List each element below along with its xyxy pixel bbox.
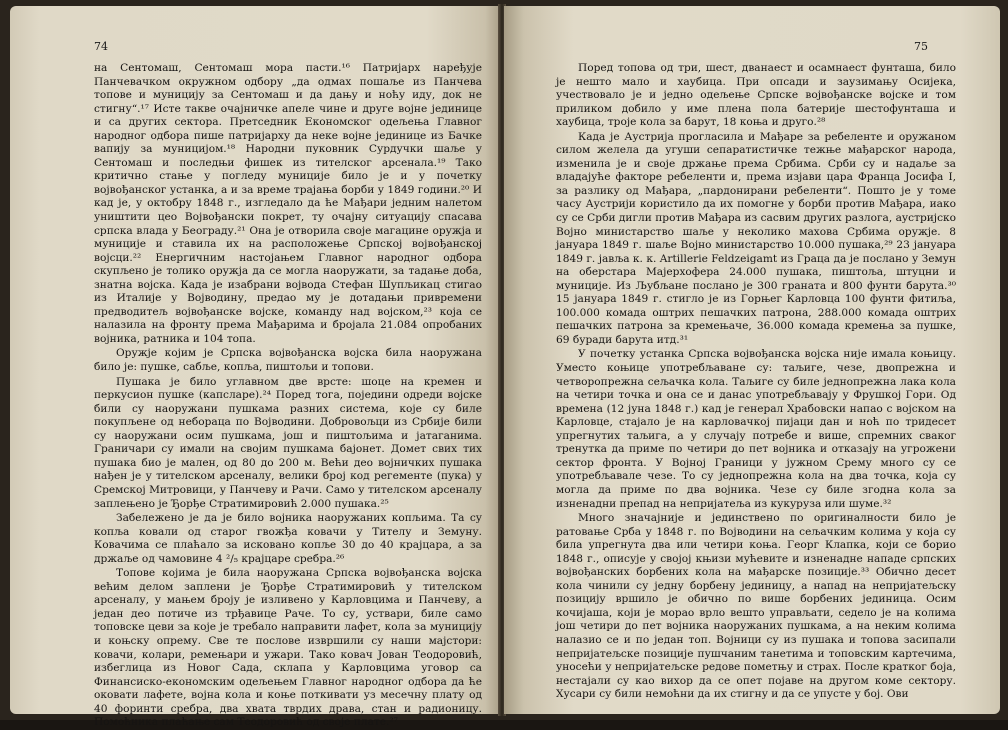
right-page-text [556,62,956,702]
paragraph: Забележено је да је било војника наоружаних копљима. Та су копља ковали од старог гвожђа ковачи у Тителу и Земуну. Ковачима се плаћало за исковано копље 30 до 40 крајцара, а за држаље од чамовине 4 ²/₅ крајцаре сребра.²⁶ [94,512,482,565]
paragraph: на Сентомаш, Сентомаш мора пасти.¹⁶ Патријарх наређује Панчевачком окружном одбору „да одмах пошаље из Панчева топове и муницију за Сентомаш и да дању и ноћу иду, док не стигну“.¹⁷ Исте такве очајничке апеле чине и друге војне јединице и са других сектора. Претседник Економског одељења Главног народног одбора пише патријарху да неке војне јединице из Бачке вапију за муницијом.¹⁸ Народни пуковник Сурдучки шаље у Сентомаш и последњи фишек из тителског арсенала.¹⁹ Тако критично стање у погледу муниције било је и у почетку војвођанског устанка, а и за време трајања борби у 1849 години.²⁰ И кад је, у октобру 1848 г., изгледало да ће Мађари једним налетом уништити цео Војвођански покрет, ту очајну ситуацију спасава српска влада у Београду.²¹ Она је отворила своје магацине оружја и муниције и ставила их на расположење Српској војвођанској војсци.²² Енергичним настојањем Главног народног одбора скупљено је толико оружја да се могла наоружати, за тадање доба, знатна војска. Када је изабрани војвода Стефан Шупљикац стигао из Италије у Војводину, предао му је дотадањи привремени предводитељ војвођанске војске, команду над војском,²³ која се налазила на фронту према Мађарима и бројала 21.084 опробаних војника, ратника и 104 топа. [94,62,482,345]
left-page-text [94,62,482,730]
right-page [504,6,1000,714]
paragraph: У почетку устанка Српска војвођанска војска није имала коњицу. Уместо коњице употребљаване су: таљиге, чезе, двопрежна и четворопрежна сељачка кола. Таљиге су биле једнопрежна лака кола на четири точка и она се и данас употребљавају у Фрушкој Гори. Од времена (12 јуна 1848 г.) кад је генерал Храбовски напао с војском на Карловце, стајало је на карловачкој пијаци дан и ноћ по тридесет упрегнутих таљига, а у случају потребе и више, спремних сваког тренутка да приме по четири до пет војника и отказају на угрожени сектор фронта. У Војној Граници у јужном Срему много су се употребљавале чезе. То су једнопрежна кола на два точка, која су могла да приме по два војника. Чезе су биле згодна кола за изненадни препад на непријатеља из кукуруза или шуме.³² [556,348,956,510]
paragraph: Поред топова од три, шест, дванаест и осамнаест фунташа, било је нешто мало и хаубица. При опсади и заузимању Осијека, учествовало је и једно одељење Српске војвођанске војске и том приликом добило у име плена пола батерије шестофунташа и хаубица, троје кола за барут, 18 коња и друго.²⁸ [556,62,956,129]
paragraph: Много значајније и јединствено по оригиналности било је ратовање Срба у 1848 г. по Војводини на сељачким колима у која су била упрегнута два или четири коња. Георг Клапка, који се борио 1848 г., описује у својој књизи мућевите и изненадне нападе српских војвођанских борбених кола на мађарске позиције.³³ Обично десет кола чинили су једну борбену јединицу, а напад на непријатељску позицију вршило је обично по више борбених јединица. Осим кочијаша, који је морао врло вешто управљати, седело је на колима још четири до пет војника наоружаних пушкама, а на неким колима налазио се и по један топ. Војници су из пушака и топова засипали непријатељске позиције пушчаним танетима и топовским картечима, уносећи у непријатељске редове пометњу и страх. После кратког боја, нестајали су као вихор да се опет појаве на другом коме сектору. Хусари су били немоћни да их стигну и да се упусте у бој. Ови [556,512,956,701]
paragraph: Пушака је било углавном две врсте: шоце на кремен и перкусион пушке (капсларе).²⁴ Поред тога, поједини одреди војске били су наоружани пушкама разних система, које су биле покупљене од небораца по Војводини. Добровољци из Србије били су наоружани осим пушкама, још и пиштољима и јатаганима. Граничари су имали на својим пушкама бајонет. Домет свих тих пушака био је мален, од 80 до 200 м. Већи део војничких пушака нађен је у тителском арсеналу, велики број код регементе (пука) у Сремској Митровици, у Панчеву и Рачи. Само у тителском арсеналу заплењено је Ђорђе Стратимировић 2.000 пушака.²⁵ [94,375,482,510]
left-page-number: 74 [94,40,108,53]
paragraph: Када је Аустрија прогласила и Мађаре за ребеленте и оружаном силом желела да угуши сепаратистичке тежње мађарског народа, изменила је и своје држање према Србима. Срби су и надаље за владајуће факторе ребеленти и, према изјави цара Франца Јосифа I, за разлику од Мађара, „пардонирани ребеленти“. Пошто је у томе часу Аустрији користило да их помогне у борби против Мађара, иако су се Срби дигли против Мађара из сасвим других разлога, аустријско Војно министарство шаље у неколико махова Србима оружје. 8 јануара 1849 г. шаље Војно министарство 10.000 пушака,²⁹ 23 јануара 1849 г. јавља к. к. Artillerie Feldzeigamt из Граца да је послано у Земун на оберстара Мајерхофера 24.000 пушака, пиштоља, штуцни и муниције. Из Љубљане послано је 300 граната и 800 фунти барута.³⁰ 15 јануара 1849 г. стигло је из Горњег Карловца 100 фунти фитиља, 100.000 комада оштрих пешачких патрона, 288.000 комада оштрих пешачких патрона за кремењаче, 36.000 комада кремења за пушке, 69 буради барута итд.³¹ [556,130,956,346]
paragraph: Топове којима је била наоружана Српска војвођанска војска већим делом заплени је Ђорђе Стратимировић у тителском арсеналу, у мањем броју је изливено у Карловцима и Панчеву, а један део потиче из трђавице Раче. То су, уствари, биле само топовске цеви за које је требало направити лафет, кола за муницију и коњску опрему. Све те послове извршили су наши мајстори: ковачи, колари, ремењари и ужари. Тако ковач Јован Теодоровић, избеглица из Новог Сада, склапа у Карловцима уговор са Финансиско-економским одељењем Главног народног одбора да ће оковати лафете, војна кола и коње поткивати уз месечну плату од 40 форинти сребра, два хвата тврдих драва, стан и радионицу. Помоћника плаћање сам Теодоровић од своје плате.²⁷ [94,567,482,729]
paragraph: Оружје којим је Српска војвођанска војска била наоружана било је: пушке, сабље, копља, пиштољи и топови. [94,347,482,374]
left-page [10,6,500,729]
right-page-number: 75 [914,40,928,53]
